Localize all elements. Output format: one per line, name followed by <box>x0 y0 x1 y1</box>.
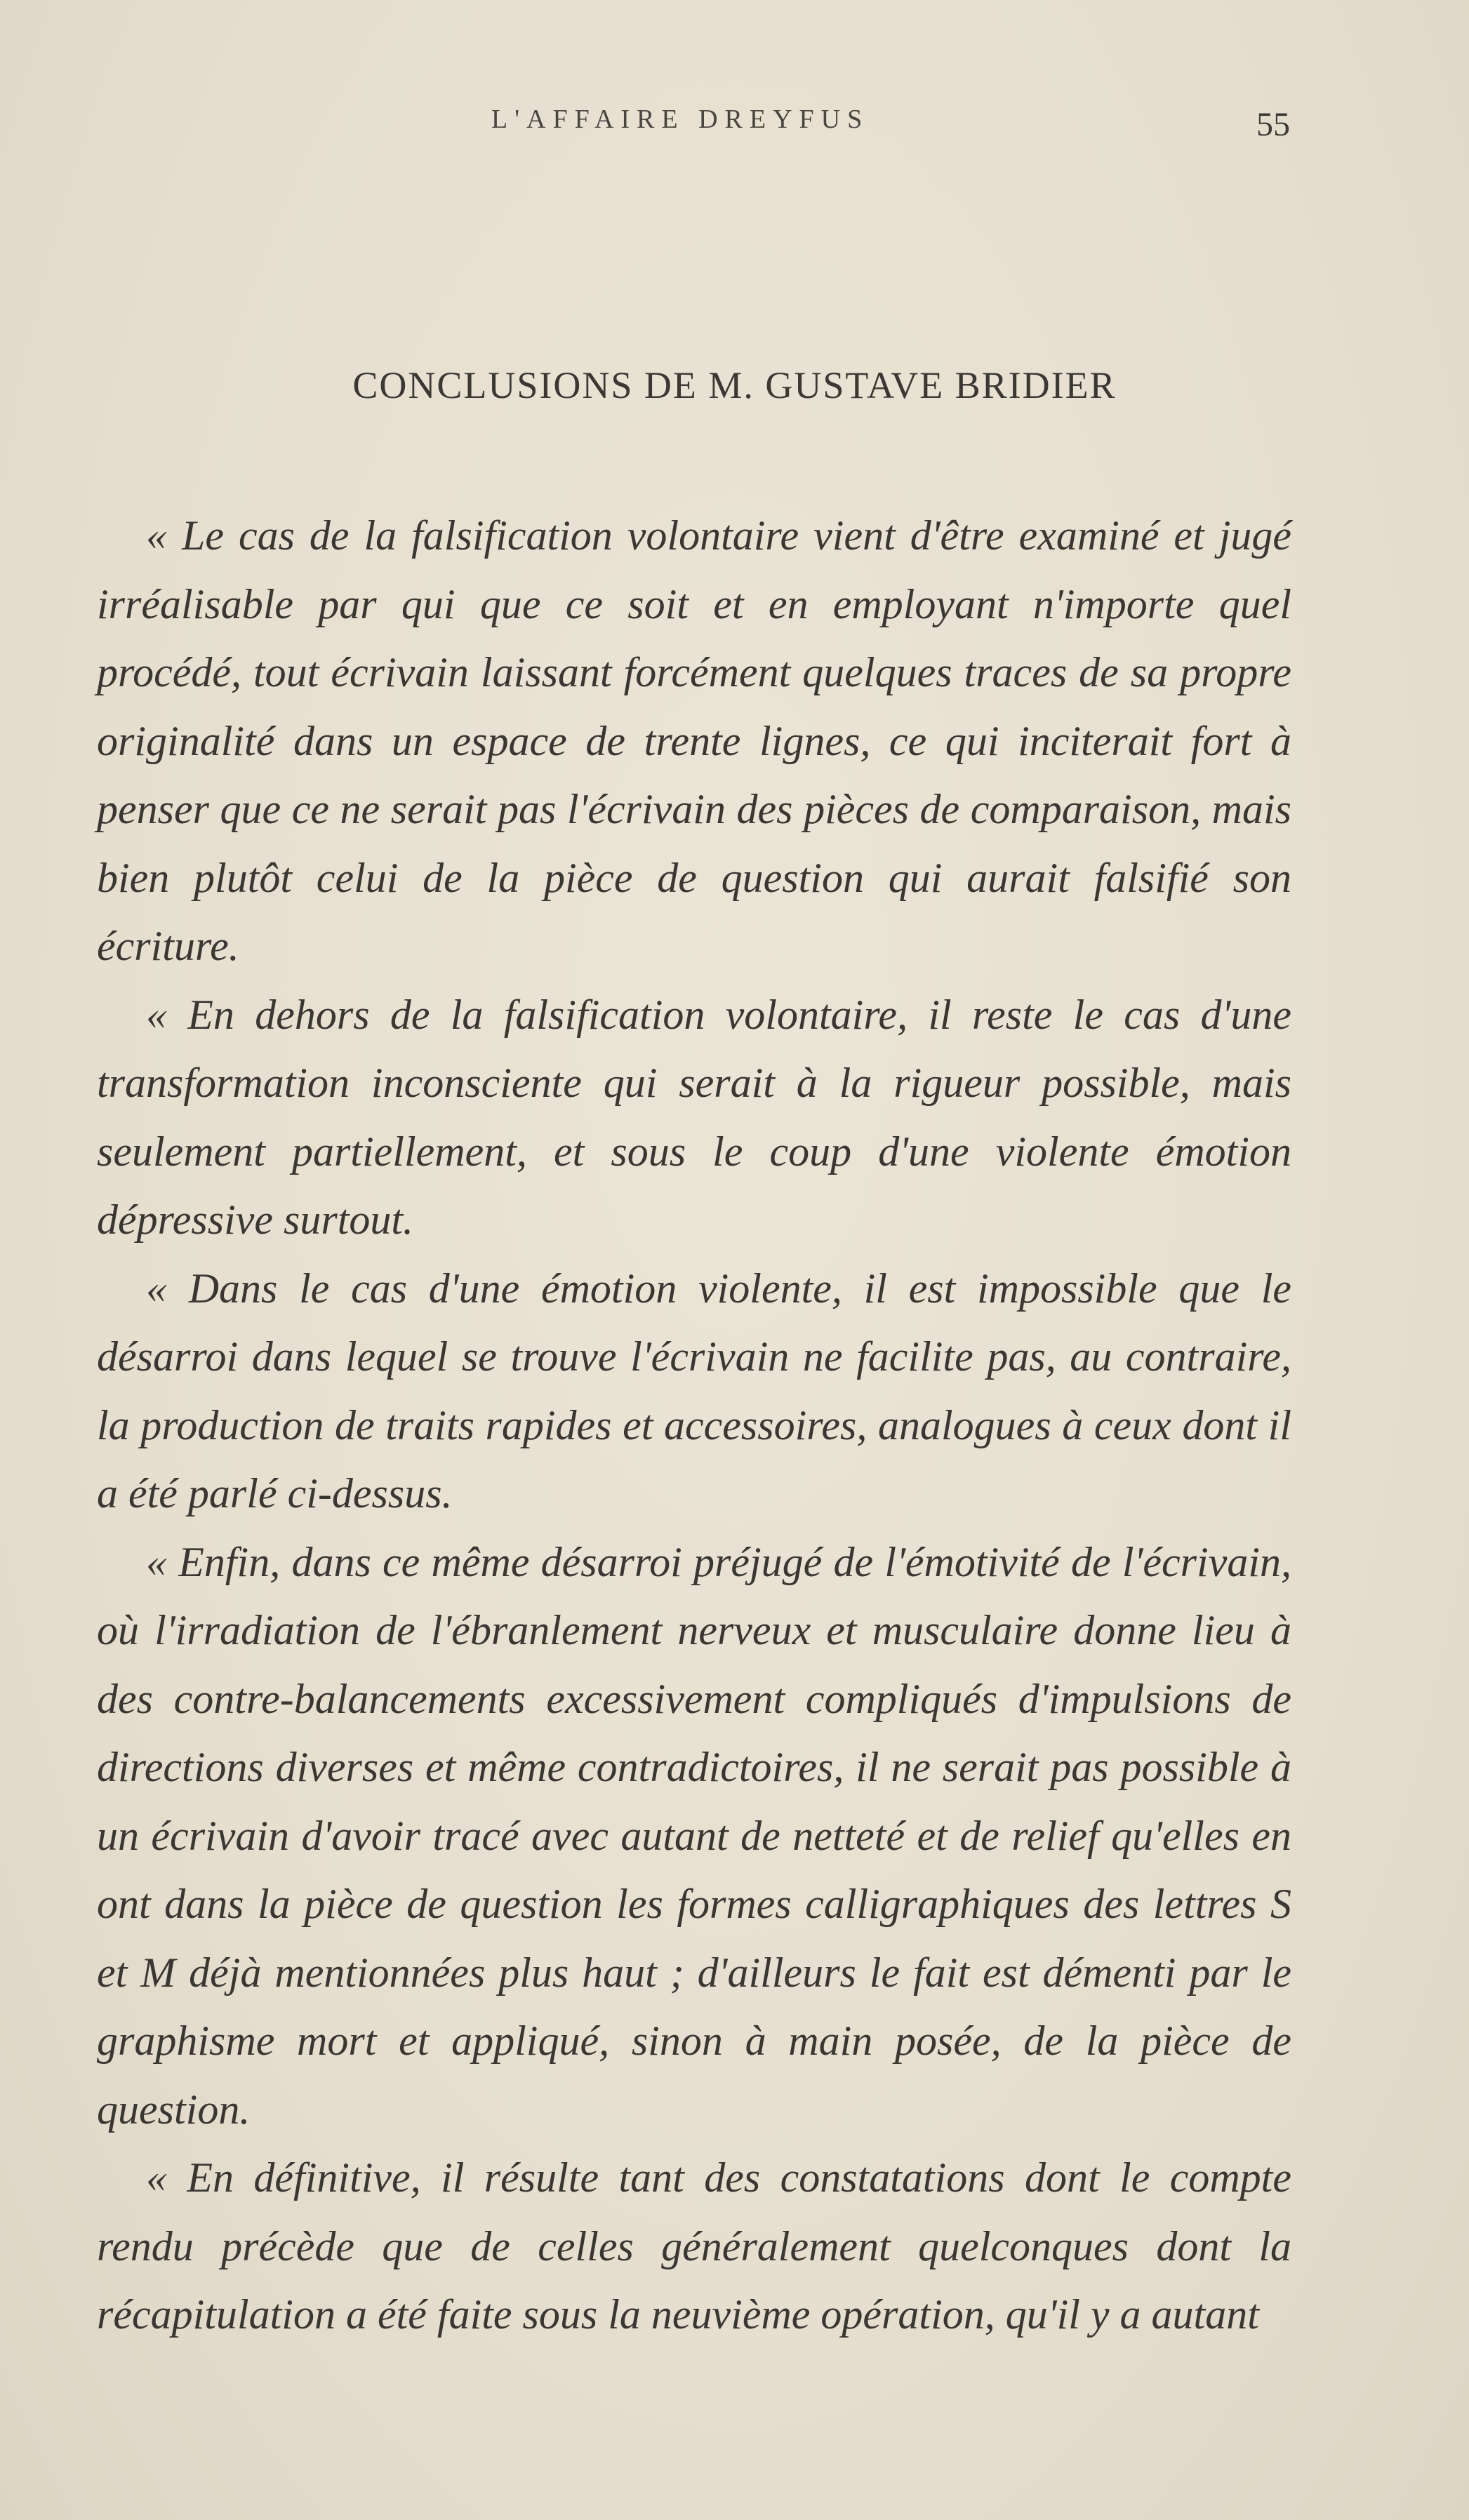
page-number: 55 <box>1256 106 1290 143</box>
paragraph: « En définitive, il résulte tant des constatations dont le compte rendu précède que de celles généralement quelconques dont la récapitulation a été faite sous la neuvième opération, qu'il y a autant <box>97 2154 1291 2338</box>
running-header <box>0 104 1469 146</box>
paragraph: « En dehors de la falsification volontaire, il reste le cas d'une transformation inconsciente qui serait à la rigueur possible, mais seulement partiellement, et sous le coup d'une violente émotion dépressive surtout. <box>97 991 1291 1243</box>
running-title: L'AFFAIRE DREYFUS <box>491 105 870 134</box>
paragraph: « Dans le cas d'une émotion violente, il est impossible que le désarroi dans lequel se trouve l'écrivain ne facilite pas, au contraire, la production de traits rapides et accessoires, analogues à ceux dont il a été parlé ci-dessus. <box>97 1265 1291 1516</box>
paragraph: « Enfin, dans ce même désarroi préjugé de l'émotivité de l'écrivain, où l'irradiation de l'ébranlement nerveux et musculaire donne lieu à des contre-balancements excessivement compliqués d'impulsions de directions diverses et même contradictoires, il ne serait pas possible à un écrivain d'avoir tracé avec autant de netteté et de relief qu'elles en ont dans la pièce de question les formes calligraphiques des lettres S et M déjà mentionnées plus haut ; d'ailleurs le fait est démenti par le graphisme mort et appliqué, sinon à main posée, de la pièce de question. <box>97 1538 1291 2133</box>
body-text <box>97 502 1291 2349</box>
paragraph: « Le cas de la falsification volontaire vient d'être examiné et jugé irréalisable par qui que ce soit et en employant n'importe quel procédé, tout écrivain laissant forcément quelques traces de sa propre originalité dans un espace de trente lignes, ce qui inciterait fort à penser que ce ne serait pas l'écrivain des pièces de comparaison, mais bien plutôt celui de la pièce de question qui aurait falsifié son écriture. <box>97 512 1291 969</box>
section-heading: CONCLUSIONS DE M. GUSTAVE BRIDIER <box>352 364 1117 406</box>
